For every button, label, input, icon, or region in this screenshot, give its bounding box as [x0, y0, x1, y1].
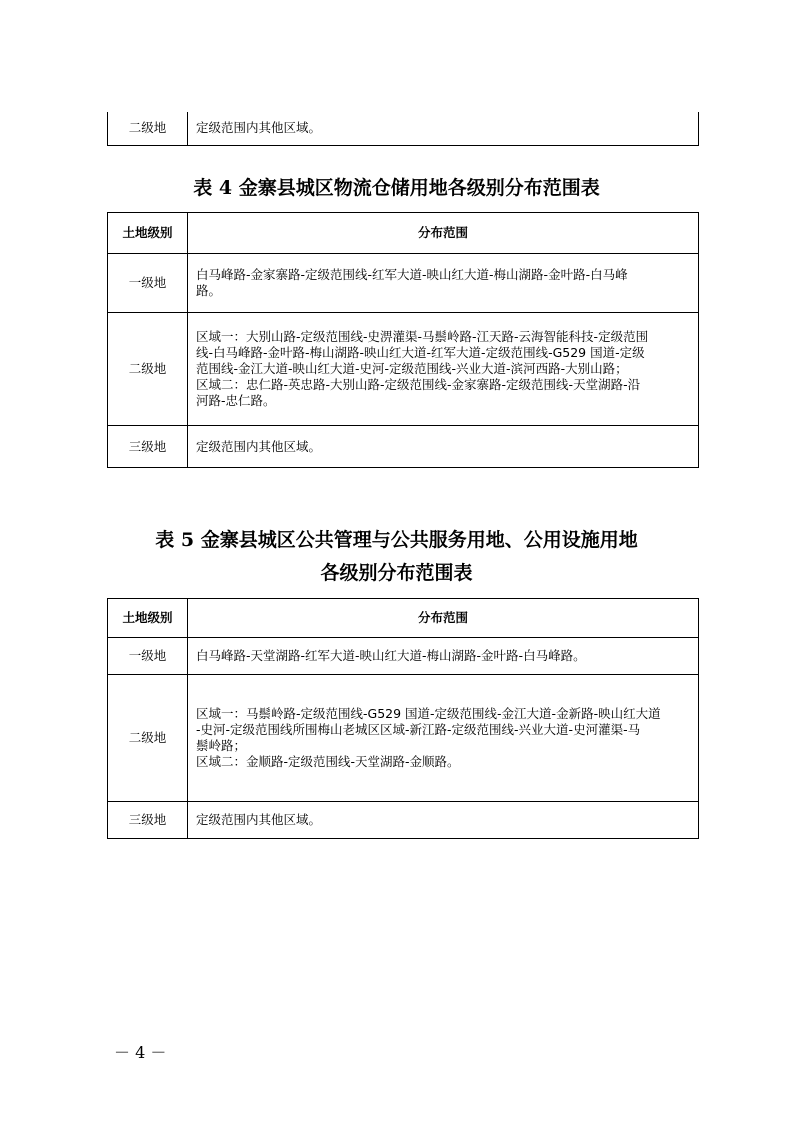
level-cell: 二级地 [108, 112, 188, 145]
level-cell: 一级地 [108, 638, 188, 675]
table-row [108, 112, 699, 145]
table5-title-line1: 表 5 金寨县城区公共管理与公共服务用地、公用设施用地 [155, 529, 638, 551]
range-cell: 定级范围内其他区域。 [188, 426, 699, 468]
range-cell: 定级范围内其他区域。 [188, 112, 699, 145]
table-header-row [108, 599, 699, 638]
table5-title-line2: 各级别分布范围表 [320, 562, 473, 584]
range-cell: 定级范围内其他区域。 [188, 802, 699, 839]
table4 [107, 212, 699, 468]
table-header-row [108, 213, 699, 254]
page-number: － 4 － [114, 1043, 167, 1062]
level-cell: 三级地 [108, 426, 188, 468]
level-cell: 三级地 [108, 802, 188, 839]
range-cell: 白马峰路-金家寨路-定级范围线-红军大道-映山红大道-梅山湖路-金叶路-白马峰 路。 [188, 254, 699, 313]
level-cell: 一级地 [108, 254, 188, 313]
level-cell: 二级地 [108, 313, 188, 426]
table-row [108, 638, 699, 675]
header-range: 分布范围 [188, 599, 699, 638]
table-row [108, 254, 699, 313]
range-cell: 白马峰路-天堂湖路-红军大道-映山红大道-梅山湖路-金叶路-白马峰路。 [188, 638, 699, 675]
range-cell: 区域一：大别山路-定级范围线-史淠灌渠-马鬃岭路-江天路-云海智能科技-定级范围 线-白马峰路-金叶路-梅山湖路-映山红大道-红军大道-定级范围线-G529 国道-定级 范围线-金江大道-映山红大道-史河-定级范围线-兴业大道-滨河西路-大别山路； 区域二：忠仁路-英忠路-大别山路-定级范围线-金家寨路-定级范围线-天堂湖路-沿 河路-忠仁路。 [188, 313, 699, 426]
header-level: 土地级别 [108, 599, 188, 638]
range-cell: 区域一：马鬃岭路-定级范围线-G529 国道-定级范围线-金江大道-金新路-映山红大道 -史河-定级范围线所围梅山老城区区域-新江路-定级范围线-兴业大道-史河灌渠-马 鬃岭路； 区域二：金顺路-定级范围线-天堂湖路-金顺路。 [188, 675, 699, 802]
table-row [108, 802, 699, 839]
table4-title: 表 4 金寨县城区物流仓储用地各级别分布范围表 [193, 177, 600, 199]
top-table [107, 112, 699, 146]
table5 [107, 598, 699, 839]
table-row [108, 313, 699, 426]
level-cell: 二级地 [108, 675, 188, 802]
table-row [108, 426, 699, 468]
table-row [108, 675, 699, 802]
header-range: 分布范围 [188, 213, 699, 254]
header-level: 土地级别 [108, 213, 188, 254]
